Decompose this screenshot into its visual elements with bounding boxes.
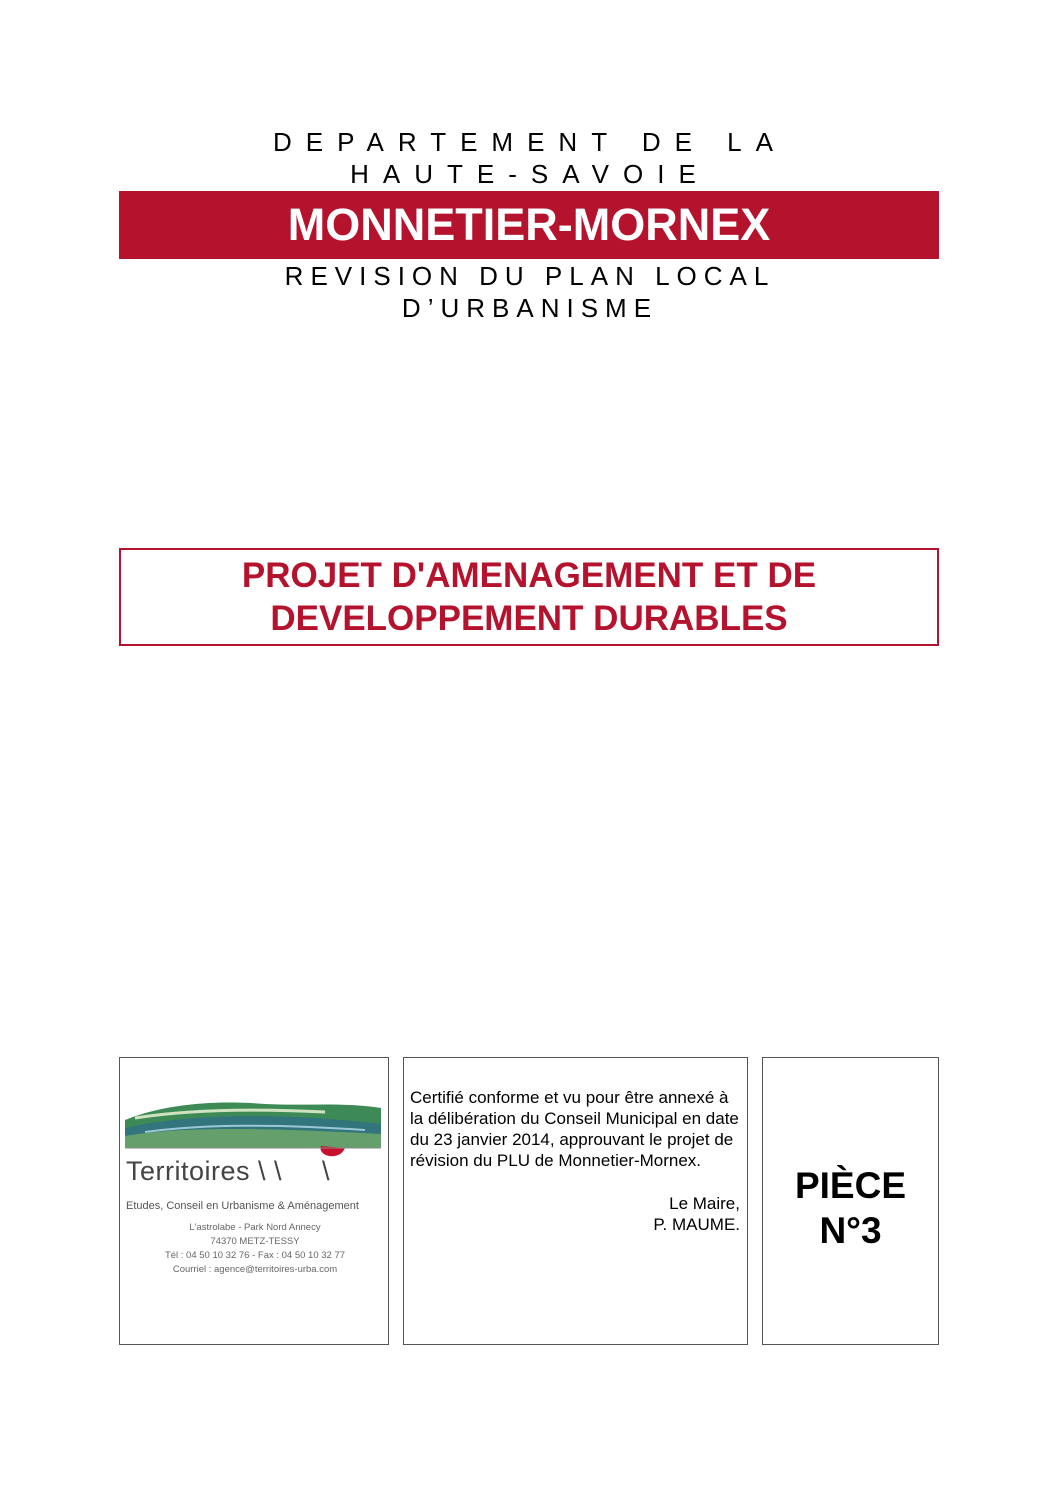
piece-line-2: N°3 [819,1210,882,1251]
department-heading [120,126,940,190]
project-title-box [119,548,939,646]
logo-mark-icon: \ \ \ [250,1156,331,1186]
revision-line-1: REVISION DU PLAN LOCAL [284,261,776,291]
certification-text: Certifié conforme et vu pour être annexé à la délibération du Conseil Municipal en date du 23 janvier 2014, approuvant le projet de révision du PLU de Monnetier-Mornex. [410,1088,739,1170]
logo-address-line-2: 74370 METZ-TESSY [210,1236,300,1247]
piece-number-box [762,1057,939,1345]
logo-name: Territoires \ \ \ [126,1156,331,1186]
department-line-2: HAUTE-SAVOIE [350,159,710,189]
signature-title: Le Maire, [669,1194,740,1213]
revision-line-2: D’URBANISME [401,293,659,323]
project-title-line-1: PROJET D'AMENAGEMENT ET DE [241,556,817,595]
territoires-landscape-logo-icon [125,1098,383,1160]
signature-name: P. MAUME. [653,1215,740,1234]
piece-label [763,1163,938,1253]
department-line-1: DEPARTEMENT DE LA [273,127,787,157]
commune-banner [119,191,939,259]
commune-title: MONNETIER-MORNEX [287,199,771,250]
signature-block [410,1193,740,1235]
logo-phone: Tél : 04 50 10 32 76 - Fax : 04 50 10 32 77 [164,1250,346,1261]
logo-address-line-1: L'astrolabe - Park Nord Annecy [189,1222,321,1233]
logo-email: Courriel : agence@territoires-urba.com [172,1264,338,1275]
piece-line-1: PIÈCE [794,1165,907,1206]
logo-box [119,1057,389,1345]
logo-tagline: Etudes, Conseil en Urbanisme & Aménagement [126,1200,359,1212]
revision-heading [120,260,940,324]
logo-address [140,1221,370,1277]
certification-box [403,1057,748,1345]
project-title-line-2: DEVELOPPEMENT DURABLES [270,599,788,638]
